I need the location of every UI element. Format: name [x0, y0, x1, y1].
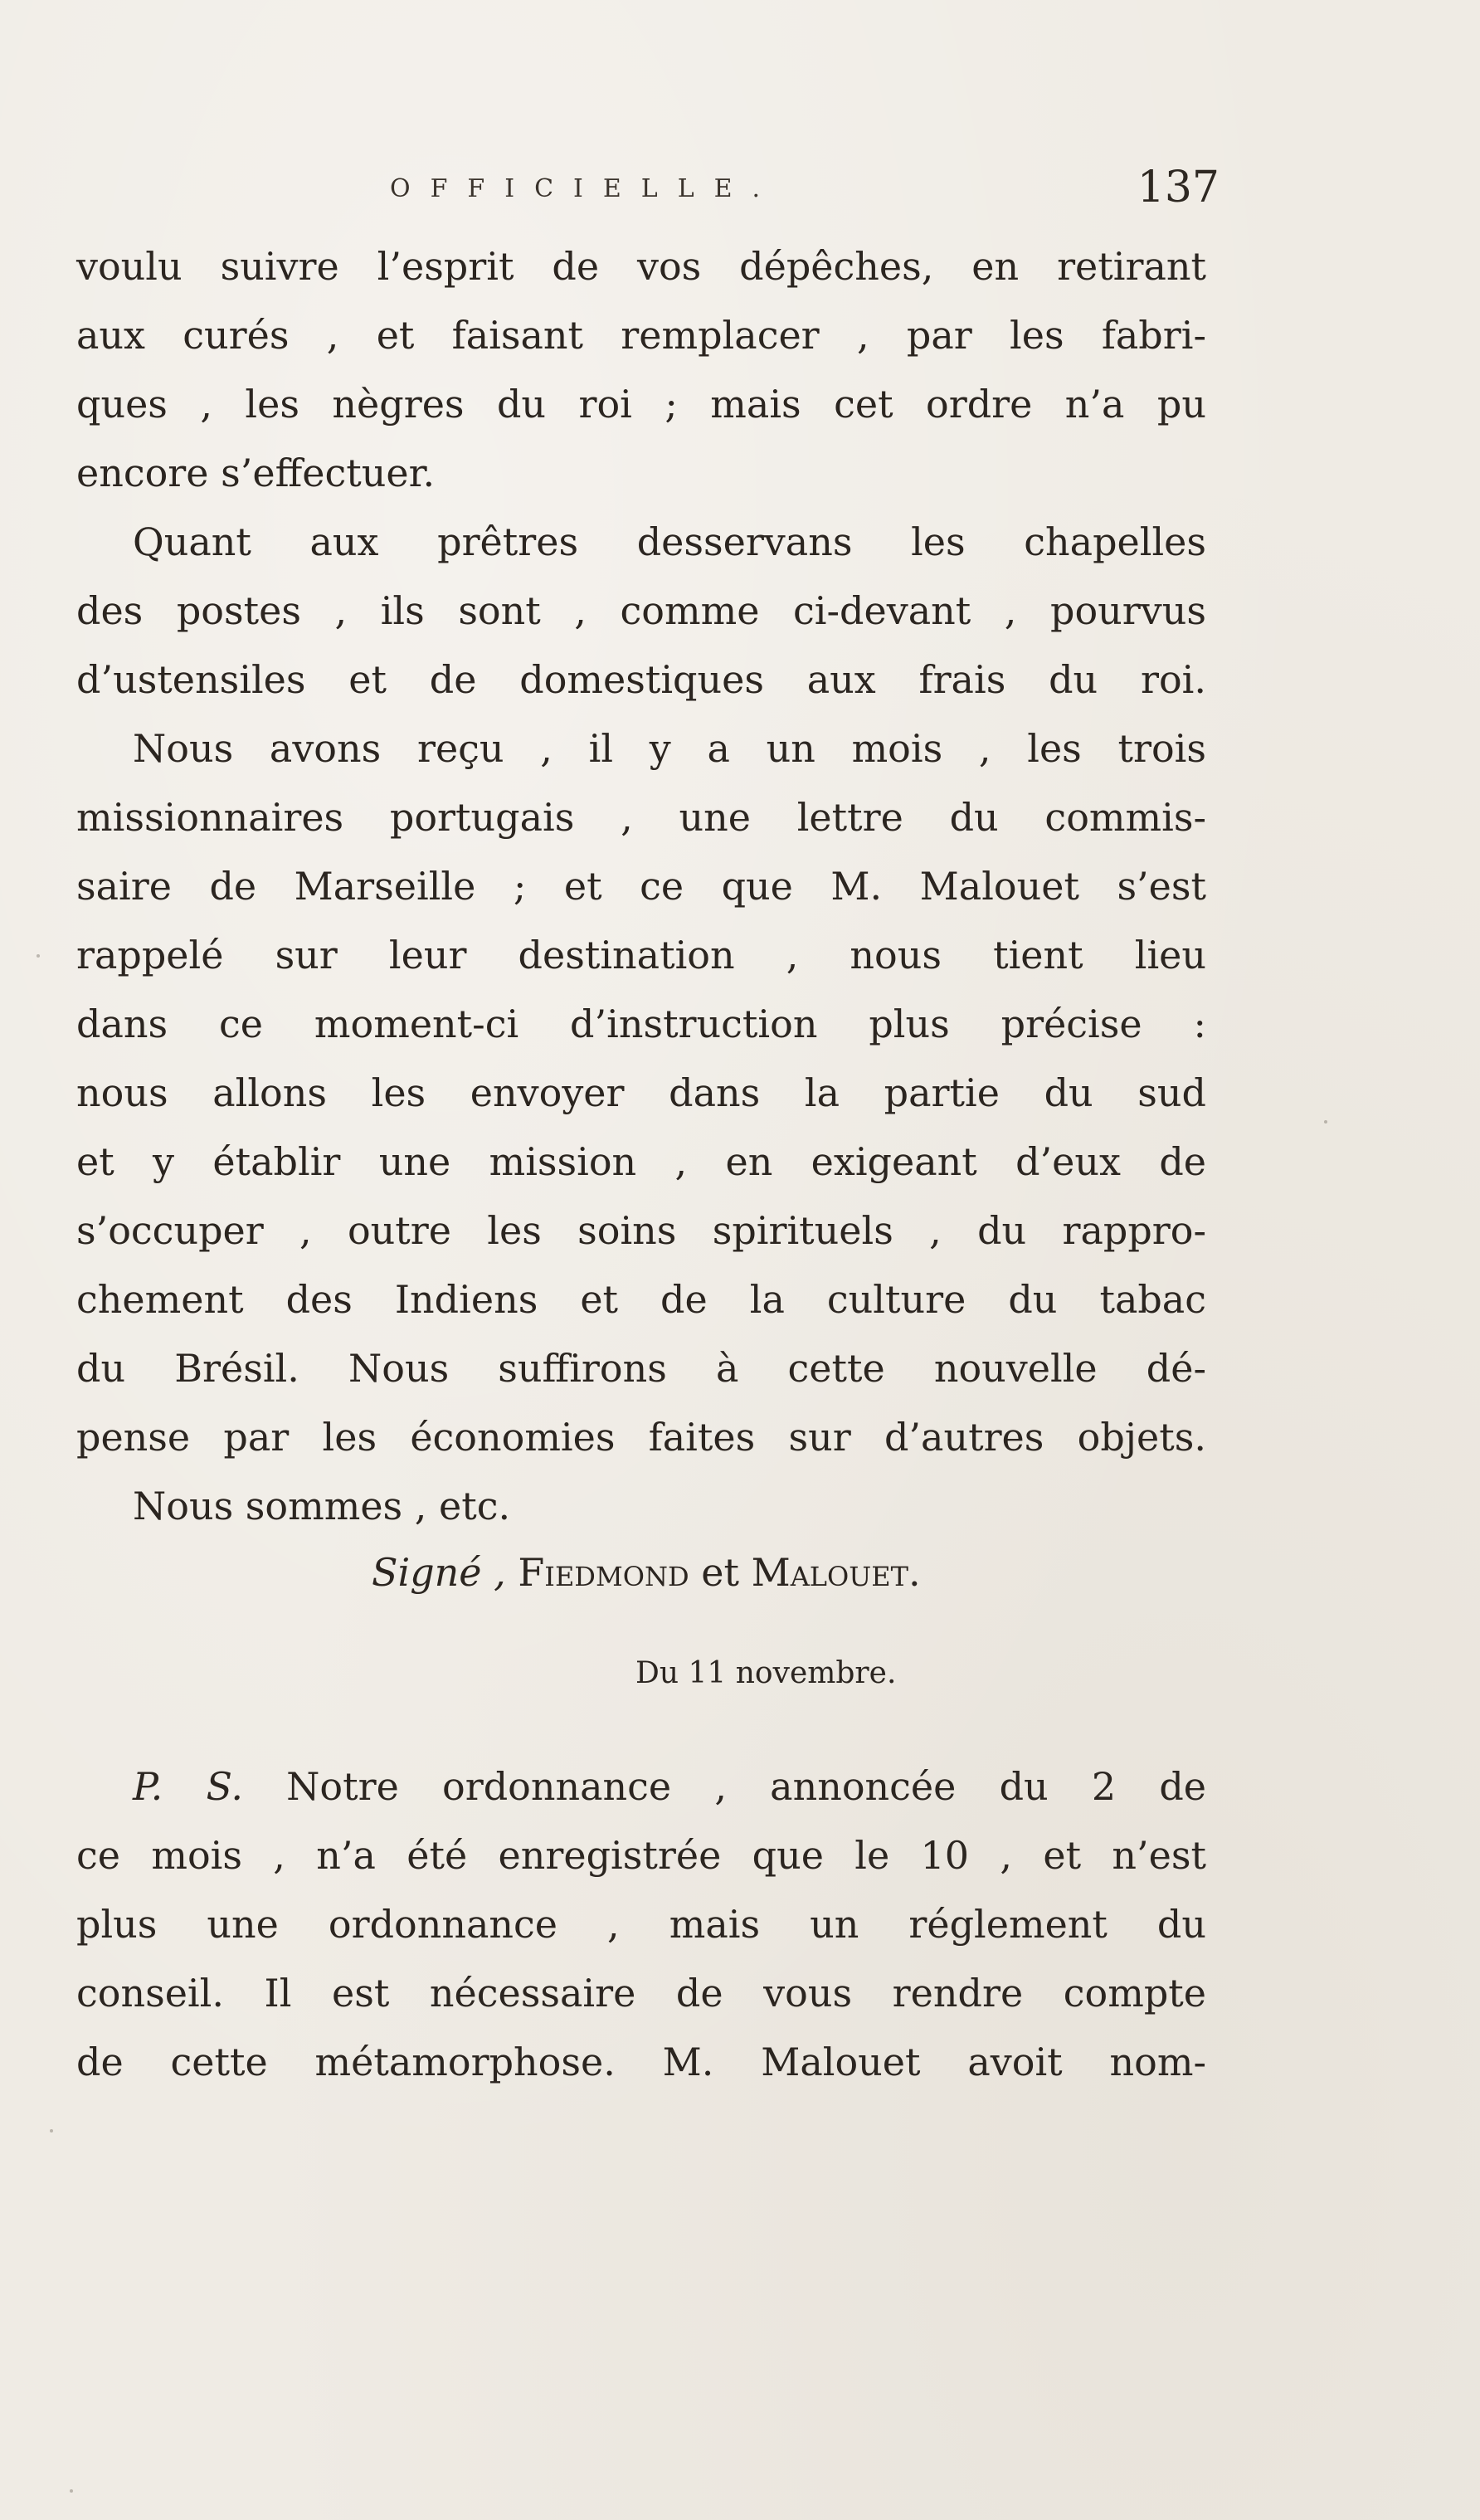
text-line: d’ustensiles et de domestiques aux frais du roi. [76, 657, 1206, 702]
signatory-malouet: Malouet. [751, 1550, 921, 1595]
page-number: 137 [1137, 163, 1220, 212]
closing-line: Nous sommes , etc. [133, 1484, 511, 1528]
postscript-label: P. S. [133, 1764, 243, 1809]
text-line: dans ce moment-ci d’instruction plus précise : [76, 1002, 1206, 1046]
text-line: des postes , ils sont , comme ci-devant , pourvus [76, 588, 1206, 633]
paragraph-start-line: Nous avons reçu , il y a un mois , les trois [133, 726, 1206, 771]
text-line: du Brésil. Nous suffirons à cette nouvelle dé- [76, 1346, 1206, 1391]
text-line: plus une ordonnance , mais un réglement du [76, 1902, 1206, 1947]
text-line: saire de Marseille ; et ce que M. Malouet s’est [76, 864, 1206, 909]
text-line: aux curés , et faisant remplacer , par les fabri- [76, 313, 1206, 358]
paper-speck [50, 2129, 53, 2132]
text-line: missionnaires portugais , une lettre du commis- [76, 795, 1206, 840]
text-line: encore s’effectuer. [76, 451, 436, 495]
text-line: et y établir une mission , en exigeant d’eux de [76, 1139, 1206, 1184]
text-line: ce mois , n’a été enregistrée que le 10 , et n’est [76, 1833, 1206, 1878]
paragraph-start-line: Quant aux prêtres desservans les chapelles [133, 519, 1206, 564]
text-line: s’occuper , outre les soins spirituels , du rappro- [76, 1208, 1206, 1253]
postscript-first-line [76, 1752, 1206, 1821]
signatory-fiedmond: Fiedmond [518, 1550, 689, 1595]
text-line: ques , les nègres du roi ; mais cet ordre n’a pu [76, 382, 1206, 426]
text-line: de cette métamorphose. M. Malouet avoit nom- [76, 2040, 1206, 2084]
text-line: rappelé sur leur destination , nous tient lieu [76, 933, 1206, 977]
postscript-text: Notre ordonnance , annoncée du 2 de [286, 1764, 1206, 1809]
signature-line [372, 1550, 921, 1595]
text-line: conseil. Il est nécessaire de vous rendre compte [76, 1971, 1206, 2016]
paper-speck [1324, 1120, 1327, 1124]
page-header [75, 163, 1220, 221]
signe-label: Signé , [372, 1550, 506, 1595]
body-text [76, 232, 1206, 1541]
text-line: voulu suivre l’esprit de vos dépêches, en retirant [76, 244, 1206, 289]
signature-conjunction: et [701, 1550, 739, 1595]
text-line: nous allons les envoyer dans la partie du sud [76, 1070, 1206, 1115]
text-line: pense par les économies faites sur d’autres objets. [76, 1415, 1206, 1460]
running-head: OFFICIELLE. [390, 174, 781, 203]
paper-speck [70, 2489, 73, 2493]
text-line: chement des Indiens et de la culture du tabac [76, 1277, 1206, 1322]
postscript [76, 1752, 1206, 2097]
paper-speck [37, 954, 40, 958]
date-line: Du 11 novembre. [635, 1656, 897, 1690]
